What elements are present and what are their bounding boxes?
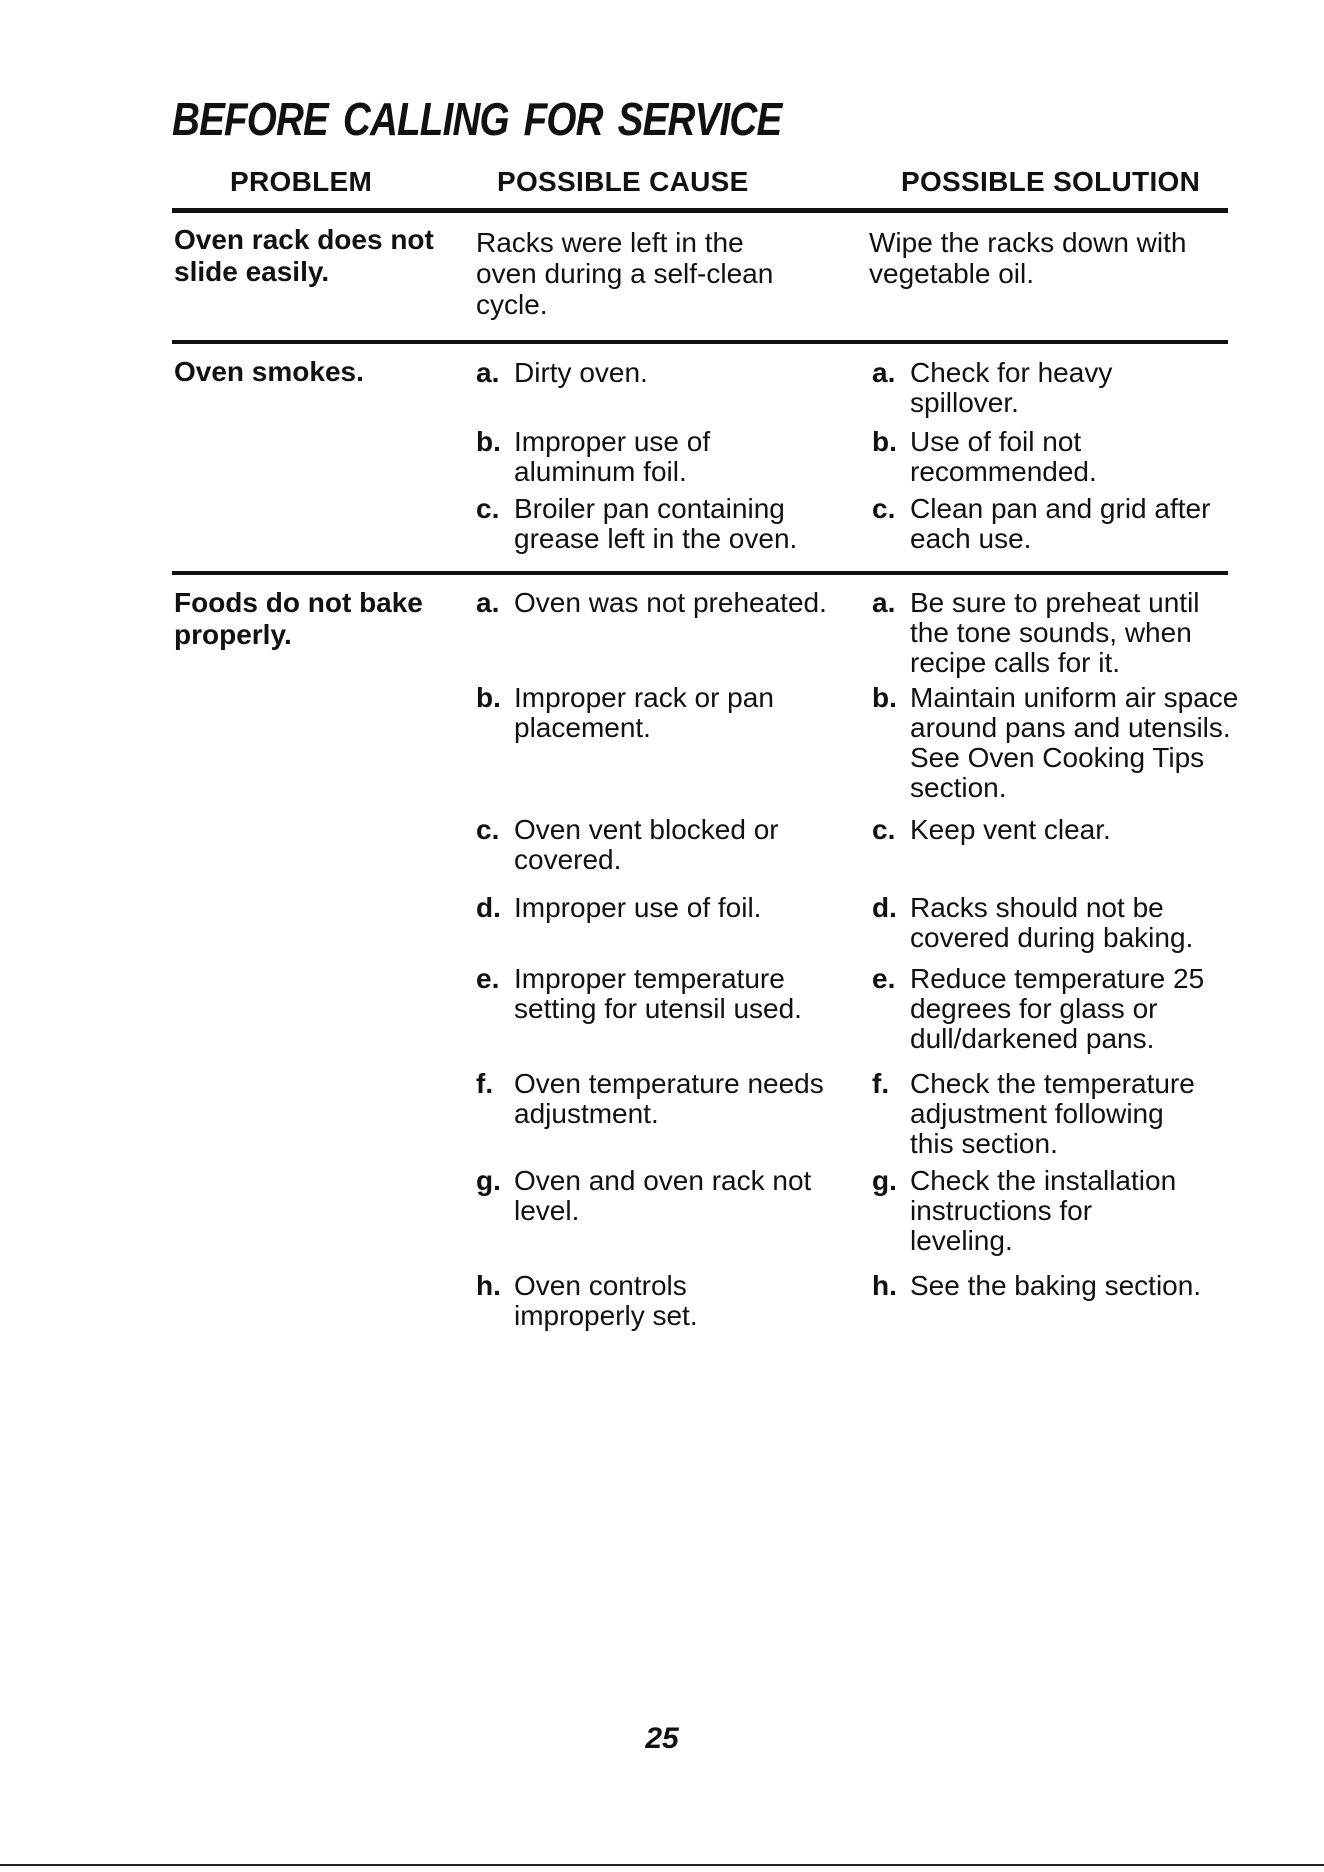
cause-item — [476, 494, 826, 554]
item-letter: d. — [872, 892, 897, 923]
item-text: Dirty oven. — [514, 357, 648, 388]
item-letter: c. — [476, 493, 500, 524]
problem-rack-slide: Oven rack does not slide easily. — [174, 224, 434, 287]
item-text: Oven was not preheated. — [514, 587, 827, 618]
problem-foods-bake: Foods do not bake properly. — [174, 587, 423, 650]
item-text: Oven vent blocked or covered. — [514, 814, 779, 875]
column-header-problem: PROBLEM — [230, 166, 373, 197]
item-text: Oven and oven rack not level. — [514, 1165, 812, 1226]
solution-item — [872, 683, 1242, 803]
column-header-solution: POSSIBLE SOLUTION — [901, 166, 1201, 197]
solution-item — [872, 964, 1242, 1054]
item-text: Reduce temperature 25 degrees for glass or dull/darkened pans. — [910, 963, 1205, 1054]
cause-item — [476, 588, 866, 618]
cause-item — [476, 893, 866, 923]
item-letter: d. — [476, 892, 501, 923]
solution-item — [872, 358, 1172, 418]
cause-item — [476, 964, 846, 1024]
item-text: Racks should not be covered during baking. — [910, 892, 1194, 953]
item-letter: c. — [476, 814, 500, 845]
item-text: Be sure to preheat until the tone sounds, when recipe calls for it. — [910, 587, 1200, 678]
item-letter: a. — [872, 357, 896, 388]
item-text: Improper temperature setting for utensil used. — [514, 963, 802, 1024]
cause-text: Racks were left in the oven during a self-clean cycle. — [476, 227, 774, 320]
item-letter: g. — [476, 1165, 501, 1196]
item-text: Improper use of aluminum foil. — [514, 426, 711, 487]
row-rule — [172, 340, 1228, 344]
item-text: Improper rack or pan placement. — [514, 682, 774, 743]
item-text: Check for heavy spillover. — [910, 357, 1113, 418]
solution-item — [872, 893, 1212, 953]
item-text: See the baking section. — [910, 1270, 1202, 1301]
item-text: Broiler pan containing grease left in the oven. — [514, 493, 798, 554]
cause-item — [476, 683, 816, 743]
item-letter: e. — [476, 963, 500, 994]
cause-item — [476, 1069, 866, 1129]
item-text: Oven controls improperly set. — [514, 1270, 698, 1331]
page-number: 25 — [645, 1722, 679, 1755]
cause-item — [476, 1271, 776, 1331]
item-letter: c. — [872, 814, 896, 845]
item-text: Maintain uniform air space around pans and utensils. See Oven Cooking Tips section. — [910, 682, 1239, 803]
row-rule — [172, 571, 1228, 575]
cause-item — [476, 815, 816, 875]
solution-item — [872, 427, 1132, 487]
item-text: Check the temperature adjustment following this section. — [910, 1068, 1195, 1159]
item-letter: a. — [872, 587, 896, 618]
solution-item — [872, 815, 1242, 845]
item-letter: f. — [476, 1068, 494, 1099]
solution-item — [872, 1069, 1212, 1159]
item-letter: h. — [872, 1270, 897, 1301]
item-text: Oven temperature needs adjustment. — [514, 1068, 824, 1129]
item-letter: f. — [872, 1068, 890, 1099]
item-letter: a. — [476, 357, 500, 388]
item-text: Check the installation instructions for leveling. — [910, 1165, 1177, 1256]
solution-item — [872, 1271, 1252, 1301]
cause-item — [476, 358, 866, 388]
problem-oven-smokes: Oven smokes. — [174, 356, 364, 387]
item-letter: b. — [872, 426, 897, 457]
solution-item — [872, 1166, 1192, 1256]
item-text: Keep vent clear. — [910, 814, 1111, 845]
column-header-cause: POSSIBLE CAUSE — [497, 166, 749, 197]
item-letter: c. — [872, 493, 896, 524]
item-letter: b. — [476, 426, 501, 457]
item-text: Clean pan and grid after each use. — [910, 493, 1211, 554]
page-edge — [0, 1864, 1324, 1866]
item-text: Improper use of foil. — [514, 892, 762, 923]
item-letter: e. — [872, 963, 896, 994]
cause-item — [476, 1166, 856, 1226]
header-rule — [172, 208, 1228, 213]
item-letter: b. — [476, 682, 501, 713]
page-title: BEFORE CALLING FOR SERVICE — [172, 93, 782, 145]
item-text: Use of foil not recommended. — [910, 426, 1097, 487]
solution-item — [872, 588, 1242, 678]
item-letter: a. — [476, 587, 500, 618]
item-letter: b. — [872, 682, 897, 713]
cause-item — [476, 427, 776, 487]
solution-text: Wipe the racks down with vegetable oil. — [869, 227, 1187, 289]
solution-item — [872, 494, 1212, 554]
item-letter: g. — [872, 1165, 897, 1196]
item-letter: h. — [476, 1270, 501, 1301]
